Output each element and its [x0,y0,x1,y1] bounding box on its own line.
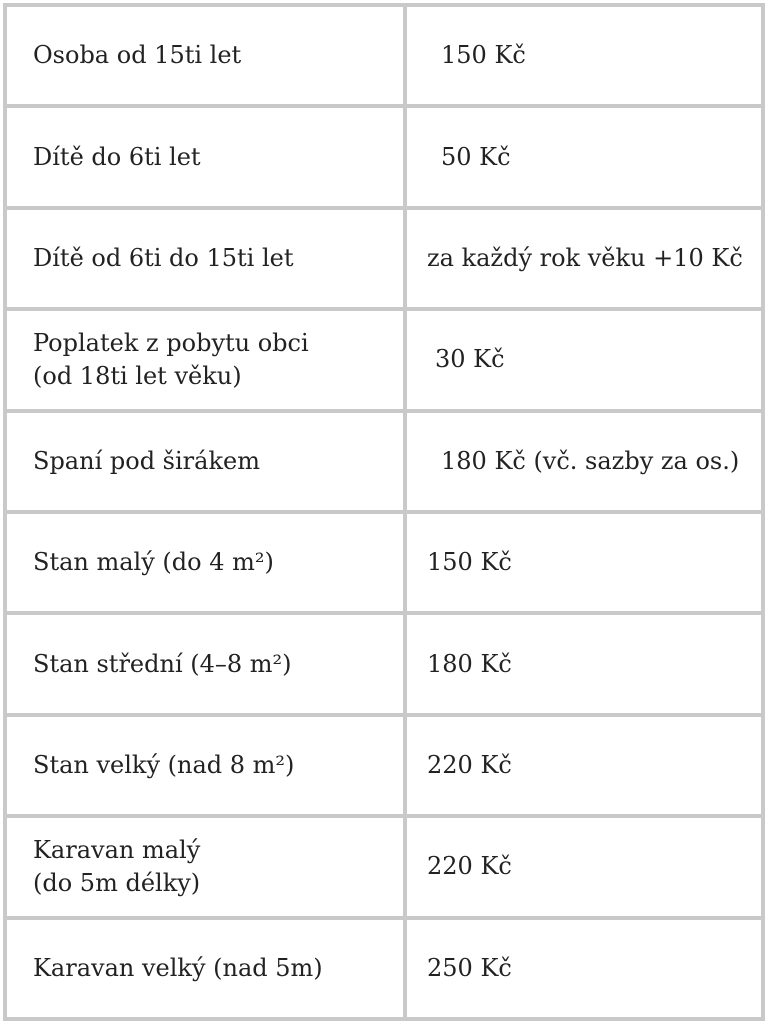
item-label-line: Stan velký (nad 8 m²) [33,750,295,779]
table-row [5,309,763,410]
table-row [5,5,763,106]
item-price: 150 Kč [405,5,763,106]
price-list-table [3,3,765,1021]
item-label-line: (do 5m délky) [33,868,201,897]
item-label-line: Stan střední (4–8 m²) [33,649,292,678]
item-label-line: Karavan malý [33,835,201,864]
item-label [5,613,405,714]
item-price: 180 Kč (vč. sazby za os.) [405,411,763,512]
table-row [5,918,763,1019]
table-row [5,106,763,207]
item-price: 250 Kč [405,918,763,1019]
item-price: 180 Kč [405,613,763,714]
item-label [5,715,405,816]
item-label-line: Karavan velký (nad 5m) [33,953,323,982]
item-label-line: Dítě od 6ti do 15ti let [33,243,294,272]
item-label [5,208,405,309]
table-row [5,208,763,309]
table-row [5,512,763,613]
item-label [5,411,405,512]
item-price: 150 Kč [405,512,763,613]
item-label [5,816,405,917]
item-label [5,309,405,410]
item-label-line: Osoba od 15ti let [33,41,242,70]
item-label-line: (od 18ti let věku) [33,361,242,390]
item-label [5,512,405,613]
table-row [5,411,763,512]
item-label [5,106,405,207]
table-row [5,613,763,714]
item-price: 50 Kč [405,106,763,207]
item-price: 220 Kč [405,715,763,816]
table-row [5,715,763,816]
item-label-line: Poplatek z pobytu obci [33,328,309,357]
item-label-line: Spaní pod širákem [33,446,260,475]
item-price: 220 Kč [405,816,763,917]
item-label-line: Stan malý (do 4 m²) [33,548,274,577]
item-label-line: Dítě do 6ti let [33,142,201,171]
item-label [5,5,405,106]
table-row [5,816,763,917]
item-price: za každý rok věku +10 Kč [405,208,763,309]
item-price: 30 Kč [405,309,763,410]
item-label [5,918,405,1019]
